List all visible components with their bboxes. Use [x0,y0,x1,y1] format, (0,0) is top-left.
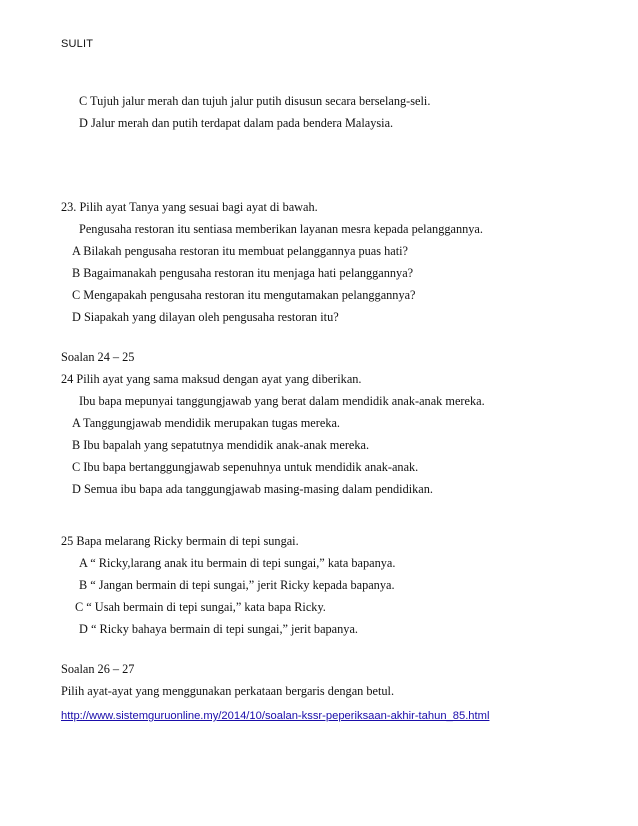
section-heading-26-27: Soalan 26 – 27 [61,662,135,676]
q24-question: 24 Pilih ayat yang sama maksud dengan ayat yang diberikan. [61,372,362,386]
q22-option-d: D Jalur merah dan putih terdapat dalam pada bendera Malaysia. [79,116,394,130]
q23-question: 23. Pilih ayat Tanya yang sesuai bagi ayat di bawah. [61,200,318,214]
q25-option-c: C “ Usah bermain di tepi sungai,” kata bapa Ricky. [75,600,326,614]
q24-statement: Ibu bapa mepunyai tanggungjawab yang berat dalam mendidik anak-anak mereka. [79,394,485,408]
q25-option-d: D “ Ricky bahaya bermain di tepi sungai,” jerit bapanya. [79,622,358,636]
q23-option-a: A Bilakah pengusaha restoran itu membuat pelanggannya puas hati? [72,244,409,258]
q24-option-b: B Ibu bapalah yang sepatutnya mendidik anak-anak mereka. [72,438,370,452]
q24-option-d: D Semua ibu bapa ada tanggungjawab masing-masing dalam pendidikan. [72,482,433,496]
q22-option-c: C Tujuh jalur merah dan tujuh jalur putih disusun secara berselang-seli. [79,94,431,108]
q25-option-b: B “ Jangan bermain di tepi sungai,” jerit Ricky kepada bapanya. [79,578,395,592]
q26-27-instruction: Pilih ayat-ayat yang menggunakan perkataan bergaris dengan betul. [61,684,395,698]
q23-option-b: B Bagaimanakah pengusaha restoran itu menjaga hati pelanggannya? [72,266,414,280]
q25-question: 25 Bapa melarang Ricky bermain di tepi sungai. [61,534,299,548]
q23-option-c: C Mengapakah pengusaha restoran itu mengutamakan pelanggannya? [72,288,416,302]
q23-statement: Pengusaha restoran itu sentiasa memberikan layanan mesra kepada pelanggannya. [79,222,483,236]
q24-option-c: C Ibu bapa bertanggungjawab sepenuhnya untuk mendidik anak-anak. [72,460,419,474]
q24-option-a: A Tanggungjawab mendidik merupakan tugas mereka. [72,416,341,430]
header-sulit-label: SULIT [61,38,94,50]
section-heading-24-25: Soalan 24 – 25 [61,350,135,364]
source-url-link[interactable]: http://www.sistemguruonline.my/2014/10/soalan-kssr-peperiksaan-akhir-tahun_85.html [61,710,490,722]
q23-option-d: D Siapakah yang dilayan oleh pengusaha restoran itu? [72,310,339,324]
q25-option-a: A “ Ricky,larang anak itu bermain di tepi sungai,” kata bapanya. [79,556,396,570]
